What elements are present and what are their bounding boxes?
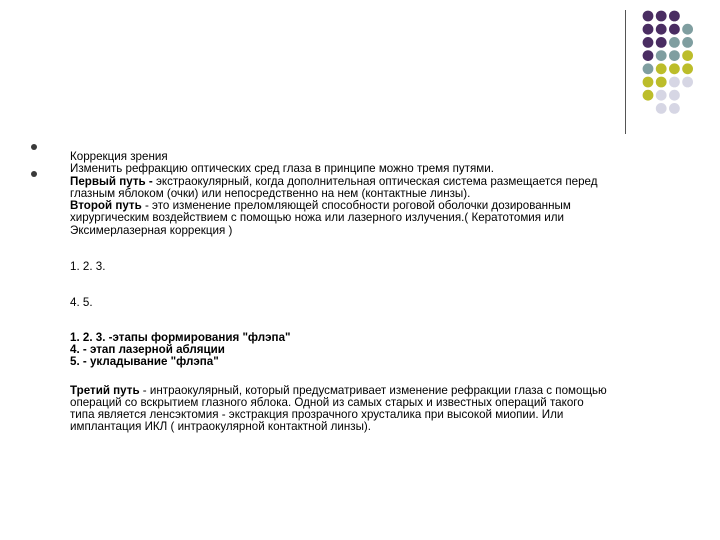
decor-dot-teal	[682, 37, 693, 48]
decor-dot-olive	[643, 90, 654, 101]
decor-dot-purple	[643, 11, 654, 22]
decor-dot-purple	[656, 37, 667, 48]
bullet-icon	[31, 171, 37, 177]
third-way-line-2: операций со вскрытием глазного яблока. Одной из самых старых и известных операций такого	[70, 395, 584, 409]
decor-dot-teal	[682, 24, 693, 35]
decor-dot-lavender	[669, 90, 680, 101]
decor-dot-purple	[643, 24, 654, 35]
decor-dot-lavender	[682, 77, 693, 88]
steps-legend-1-text: 1. 2. 3. -этапы формирования "флэпа"	[70, 330, 291, 344]
second-way-label: Второй путь	[70, 199, 142, 213]
steps-legend-3-text: 5. - укладывание "флэпа"	[70, 355, 219, 369]
second-way-line-3: Эксимерлазерная коррекция )	[70, 223, 233, 237]
decor-dot-purple	[669, 11, 680, 22]
first-way-line-2: глазным яблоком (очки) или непосредственно на нем (контактные линзы).	[70, 186, 471, 200]
vertical-divider	[625, 10, 626, 134]
decor-dot-purple	[669, 24, 680, 35]
decor-dot-purple	[656, 24, 667, 35]
slide-body	[70, 151, 690, 434]
decor-dot-olive	[682, 63, 693, 74]
decor-dot-lavender	[669, 103, 680, 114]
decorative-dot-grid	[0, 0, 720, 130]
decor-dot-lavender	[656, 90, 667, 101]
first-way-label: Первый путь -	[70, 174, 153, 188]
third-way-text: - интраокулярный, который предусматривает изменение рефракции глаза с помощью	[139, 383, 607, 397]
decor-dot-olive	[669, 63, 680, 74]
intro-text: Изменить рефракцию оптических сред глаза в принципе можно тремя путями.	[70, 162, 494, 176]
second-way-line-2: хирургическим воздействием с помощью ножа или лазерного излучения.( Кератотомия или	[70, 211, 564, 225]
decor-dot-olive	[656, 77, 667, 88]
decor-dot-purple	[643, 37, 654, 48]
decor-dot-olive	[682, 50, 693, 61]
bullet-icon	[31, 144, 37, 150]
second-way-text: - это изменение преломляющей способности роговой оболочки дозированным	[141, 199, 571, 213]
slide-title: Коррекция зрения	[70, 150, 168, 163]
decor-dot-teal	[669, 50, 680, 61]
decor-dot-teal	[656, 50, 667, 61]
first-way-text: экстраокулярный, когда дополнительная оптическая система размещается перед	[152, 174, 598, 188]
steps-legend-3	[70, 356, 690, 368]
decor-dot-lavender	[669, 77, 680, 88]
decor-dot-olive	[656, 63, 667, 74]
decor-dot-teal	[643, 63, 654, 74]
steps-legend-2-text: 4. - этап лазерной абляции	[70, 342, 225, 356]
decor-dot-teal	[669, 37, 680, 48]
decor-dot-lavender	[656, 103, 667, 114]
third-way-line-3: типа является ленсэктомия - экстракция прозрачного хрусталика при высокой миопии. Или	[70, 408, 564, 422]
third-way-label: Третий путь	[70, 383, 140, 397]
steps-row-2: 4. 5.	[70, 296, 93, 310]
third-way-line-4: имплантация ИКЛ ( интраокулярной контактной линзы).	[70, 420, 372, 434]
decor-dot-olive	[643, 77, 654, 88]
decor-dot-purple	[643, 50, 654, 61]
third-way-line-1	[70, 385, 690, 397]
decor-dot-purple	[656, 11, 667, 22]
steps-row-1: 1. 2. 3.	[70, 260, 106, 274]
